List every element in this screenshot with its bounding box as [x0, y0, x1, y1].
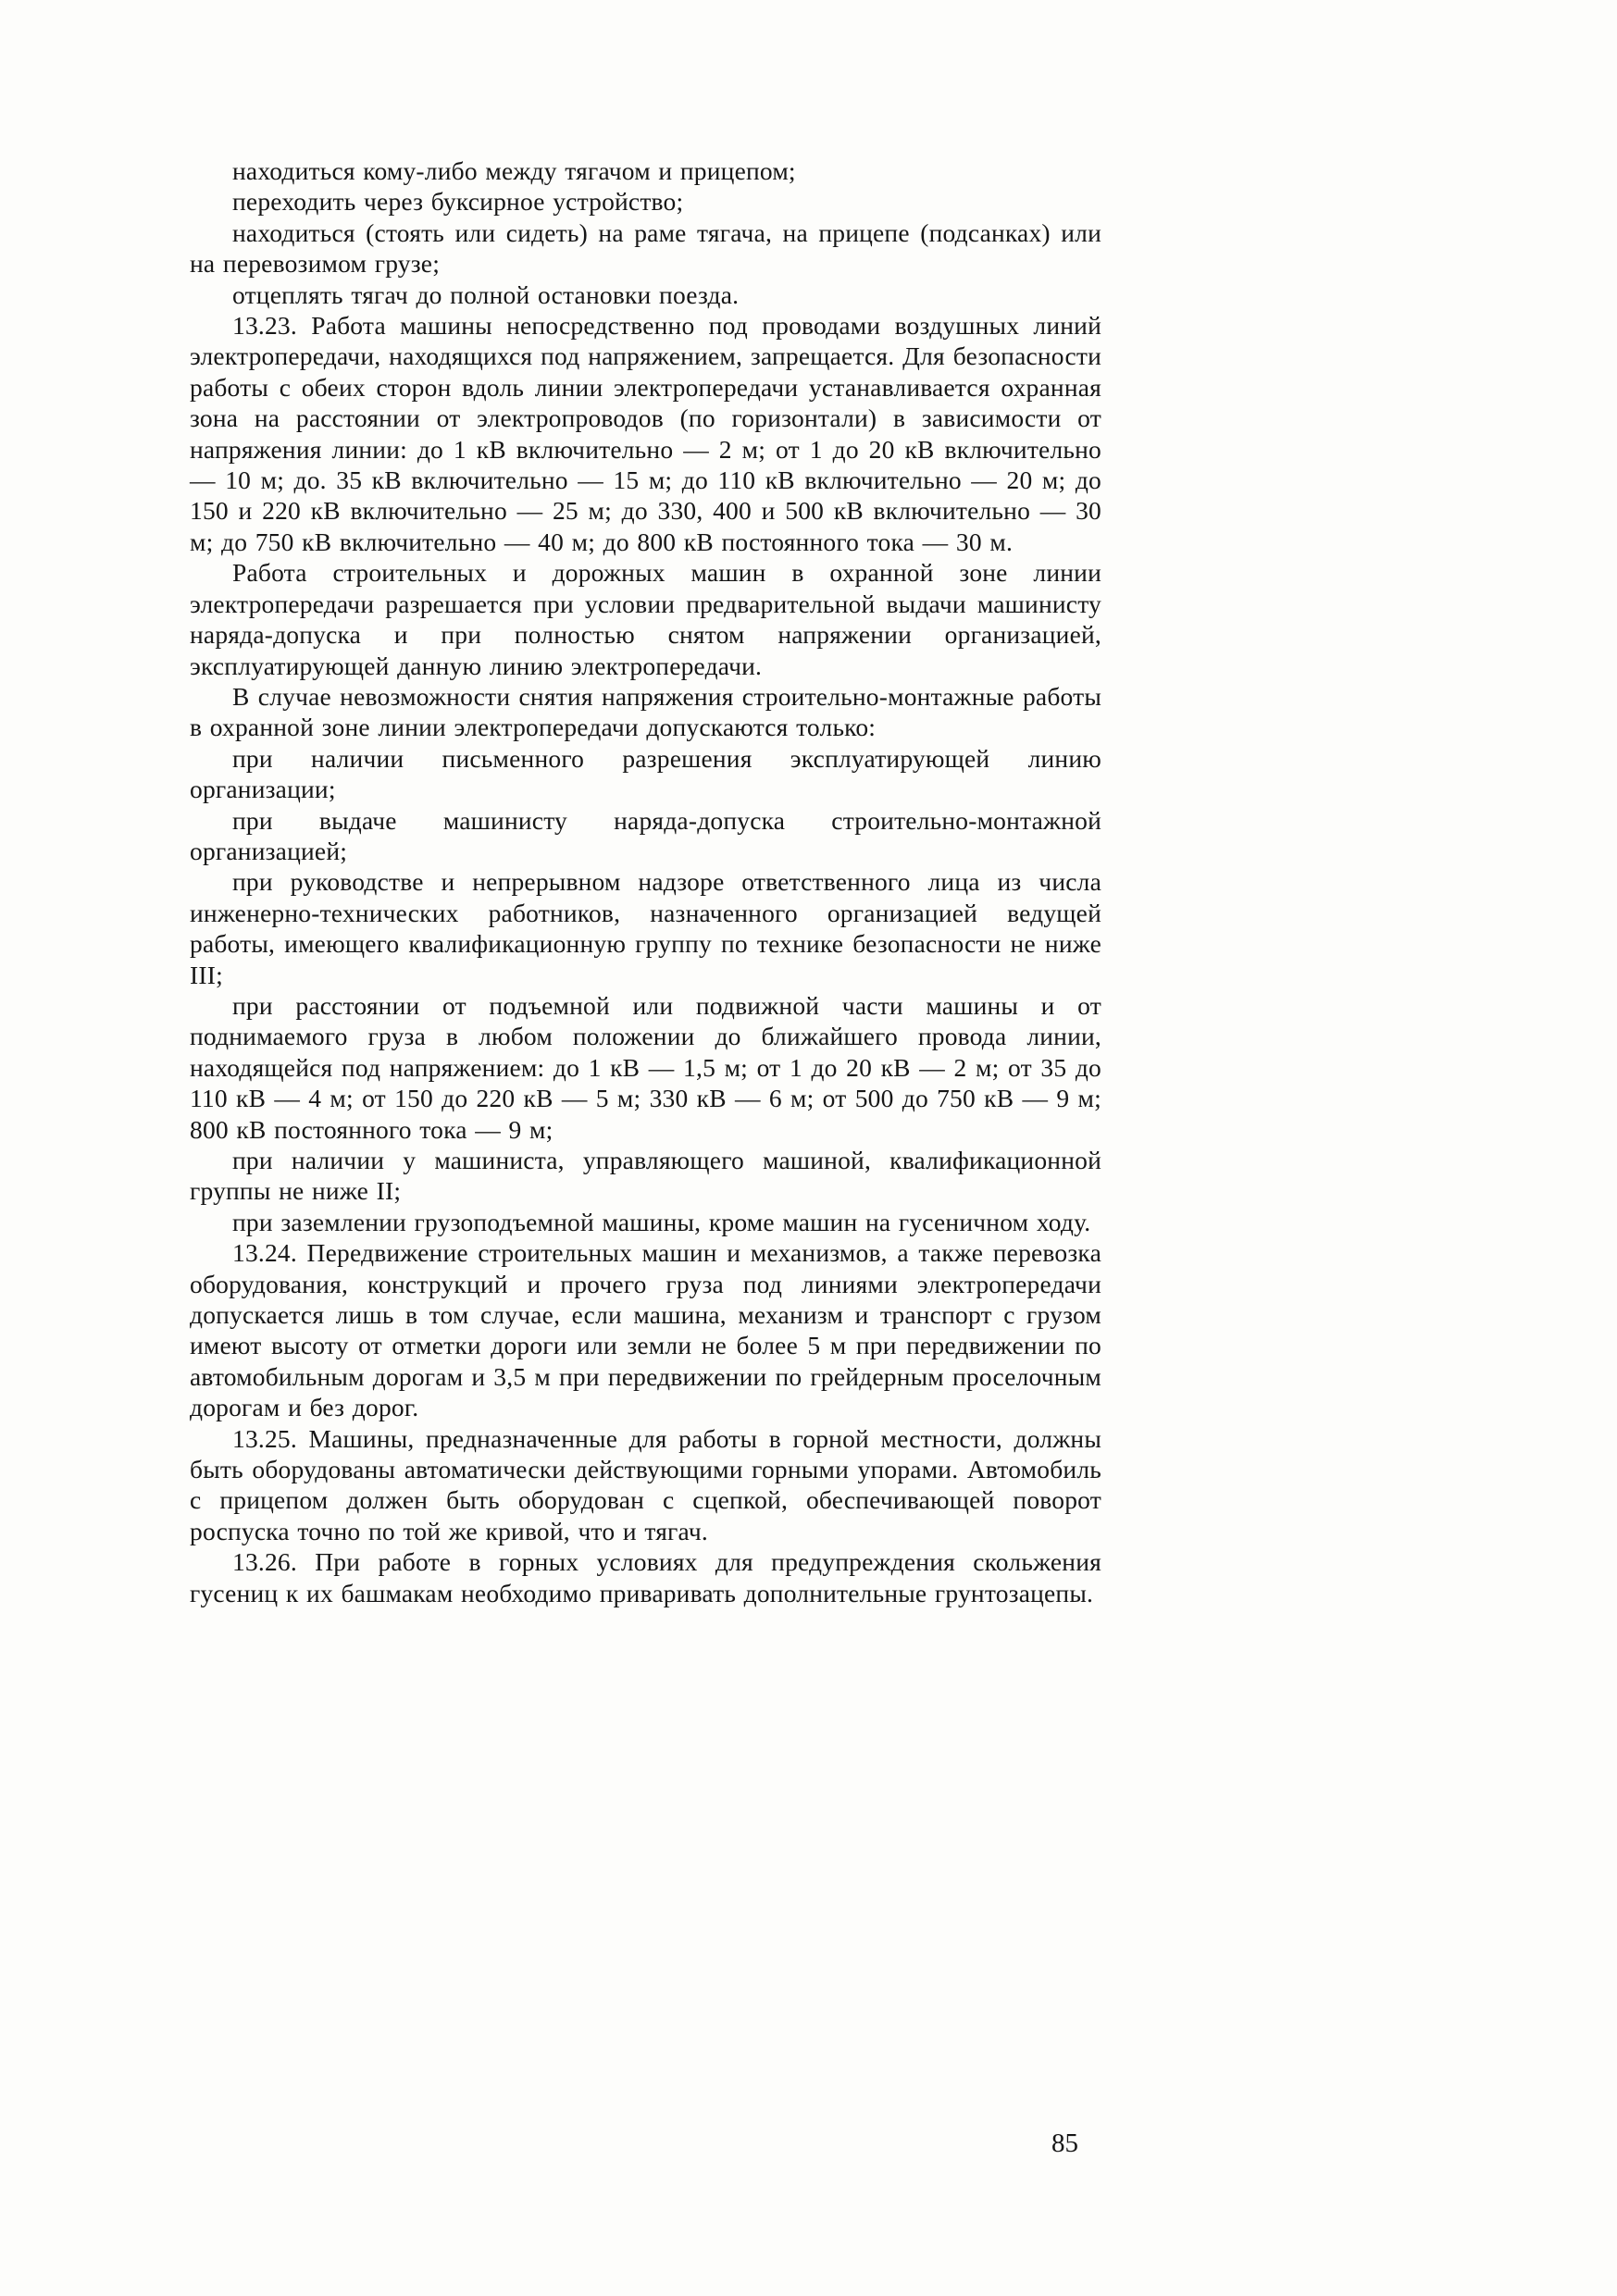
page-number: 85 [1051, 2128, 1078, 2158]
paragraph: находиться (стоять или сидеть) на раме тягача, на прицепе (подсанках) или на перевозимом грузе; [190, 217, 1101, 279]
paragraph-13-23: 13.23. Работа машины непосредственно под проводами воздушных линий электропередачи, находящихся под напряжением, запрещается. Для безопасности работы с обеих сторон вдоль линии электропередачи устанавливается охранная зона на расстоянии от электропроводов (по горизонтали) в зависимости от напряжения линии: до 1 кВ включительно — 2 м; от 1 до 20 кВ включительно — 10 м; до. 35 кВ включительно — 15 м; до 110 кВ включительно — 20 м; до 150 и 220 кВ включительно — 25 м; до 330, 400 и 500 кВ включительно — 30 м; до 750 кВ включительно — 40 м; до 800 кВ постоянного тока — 30 м. [190, 311, 1101, 556]
paragraph-13-26: 13.26. При работе в горных условиях для предупреждения скольжения гусениц к их башмакам необходимо приваривать дополнительные грунтозацепы. [190, 1547, 1101, 1607]
paragraph: В случае невозможности снятия напряжения строительно-монтажные работы в охранной зоне линии электропередачи допускаются только: [190, 681, 1101, 742]
paragraph: при руководстве и непрерывном надзоре ответственного лица из числа инженерно-технических работников, назначенного организацией ведущей работы, имеющего квалификационную группу по технике безопасности не ниже III; [190, 867, 1101, 989]
paragraph: при расстоянии от подъемной или подвижной части машины и от поднимаемого груза в любом положении до ближайшего провода линии, находящейся под напряжением: до 1 кВ — 1,5 м; от 1 до 20 кВ — 2 м; от 35 до 110 кВ — 4 м; от 150 до 220 кВ — 5 м; 330 кВ — 6 м; от 500 до 750 кВ — 9 м; 800 кВ постоянного тока — 9 м; [190, 990, 1101, 1144]
paragraph: при наличии у машиниста, управляющего машиной, квалификационной группы не ниже II; [190, 1146, 1101, 1206]
text-block [190, 155, 1101, 1608]
paragraph: при наличии письменного разрешения эксплуатирующей линию организации; [190, 743, 1101, 804]
paragraph: переходить через буксирное устройство; [232, 187, 684, 217]
paragraph-13-25: 13.25. Машины, предназначенные для работы в горной местности, должны быть оборудованы автоматически действующими горными упорами. Автомобиль с прицепом должен быть оборудован с сцепкой, обеспечивающей поворот роспуска точно по той же кривой, что и тягач. [190, 1423, 1101, 1545]
paragraph: находиться кому-либо между тягачом и прицепом; [232, 156, 796, 185]
paragraph: отцеплять тягач до полной остановки поезда. [232, 279, 740, 309]
paragraph: Работа строительных и дорожных машин в охранной зоне линии электропередачи разрешается при условии предварительной выдачи машинисту наряда-допуска и при полностью снятом напряжении организацией, эксплуатирующей данную линию электропередачи. [190, 558, 1101, 680]
paragraph: при выдаче машинисту наряда-допуска строительно-монтажной организацией; [190, 805, 1101, 865]
paragraph: при заземлении грузоподъемной машины, кроме машин на гусеничном ходу. [232, 1207, 1091, 1236]
paragraph-13-24: 13.24. Передвижение строительных машин и механизмов, а также перевозка оборудования, конструкций и прочего груза под линиями электропередачи допускается лишь в том случае, если машина, механизм и транспорт с грузом имеют высоту от отметки дороги или земли не более 5 м при передвижении по автомобильным дорогам и 3,5 м при передвижении по грейдерным проселочным дорогам и без дорог. [190, 1238, 1101, 1422]
